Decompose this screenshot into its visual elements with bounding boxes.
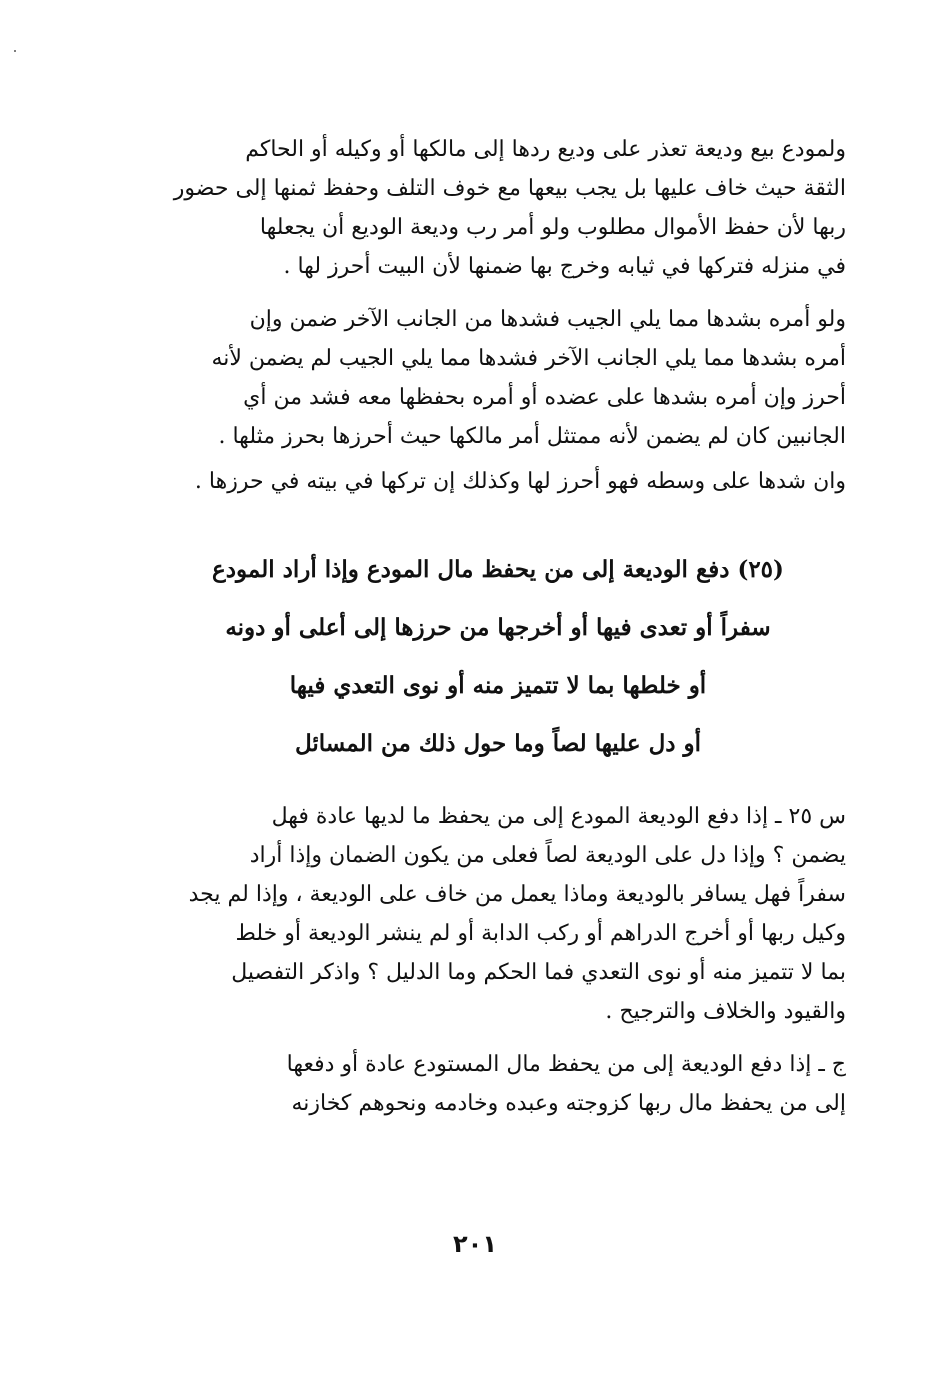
- heading-line: سفراً أو تعدى فيها أو أخرجها من حرزها إلى أعلى أو دونه: [225, 614, 771, 641]
- text-line: يضمن ؟ وإذا دل على الوديعة لصاً فعلى من يكون الضمان وإذا أراد: [249, 843, 846, 868]
- text-line: ج ـ إذا دفع الوديعة إلى من يحفظ مال المستودع عادة أو دفعها: [286, 1052, 846, 1077]
- page-body: [150, 130, 846, 1123]
- text-line: إلى من يحفظ مال ربها كزوجته وعبده وخادمه ونحوهم كخازنه: [291, 1091, 846, 1116]
- paragraph-2: [150, 300, 846, 456]
- question-paragraph: [150, 797, 846, 1031]
- text-line: أمره بشدها مما يلي الجانب الآخر فشدها مما يلي الجيب لم يضمن لأنه: [211, 346, 846, 371]
- paragraph-1: [150, 130, 846, 286]
- text-line: وان شدها على وسطه فهو أحرز لها وكذلك إن تركها في بيته في حرزها .: [194, 469, 846, 494]
- text-line: في منزله فتركها في ثيابه وخرج بها ضمنها لأن البيت أحرز لها .: [283, 254, 846, 279]
- text-line: والقيود والخلاف والترجيح .: [605, 999, 846, 1024]
- text-line: وكيل ربها أو أخرج الدراهم أو ركب الدابة أو لم ينشر الوديعة أو خلط: [235, 921, 846, 946]
- text-line: الجانبين كان لم يضمن لأنه ممتثل أمر مالكها حيث أحرزها بحرز مثلها .: [218, 424, 846, 449]
- scan-speck: [14, 50, 16, 52]
- section-heading: [150, 541, 846, 773]
- text-line: ربها لأن حفظ الأموال مطلوب ولو أمر رب وديعة الوديع أن يجعلها: [259, 215, 846, 240]
- text-line: ولو أمره بشدها مما يلي الجيب فشدها من الجانب الآخر ضمن وإن: [249, 307, 846, 332]
- text-line: أحرز وإن أمره بشدها على عضده أو أمره بحفظها معه فشد من أي: [243, 385, 846, 410]
- text-line: بما لا تتميز منه أو نوى التعدي فما الحكم وما الدليل ؟ واذكر التفصيل: [231, 960, 846, 985]
- answer-paragraph: [150, 1045, 846, 1123]
- text-line: الثقة حيث خاف عليها بل يجب بيعها مع خوف التلف وحفظ ثمنها إلى حضور: [173, 176, 846, 201]
- text-line: سفراً فهل يسافر بالوديعة وماذا يعمل من خاف على الوديعة ، وإذا لم يجد: [188, 882, 846, 907]
- heading-line: أو دل عليها لصاً وما حول ذلك من المسائل: [294, 730, 702, 757]
- heading-line: (٢٥) دفع الوديعة إلى من يحفظ مال المودع وإذا أراد المودع: [212, 556, 784, 583]
- paragraph-3: [150, 462, 846, 501]
- text-line: ولمودع بيع وديعة تعذر على وديع ردها إلى مالكها أو وكيله أو الحاكم: [245, 137, 846, 162]
- heading-line: أو خلطها بما لا تتميز منه أو نوى التعدي فيها: [289, 672, 707, 699]
- page-number: ٢٠١: [453, 1230, 497, 1258]
- text-line: س ٢٥ ـ إذا دفع الوديعة المودع إلى من يحفظ ما لديها عادة فهل: [271, 804, 846, 829]
